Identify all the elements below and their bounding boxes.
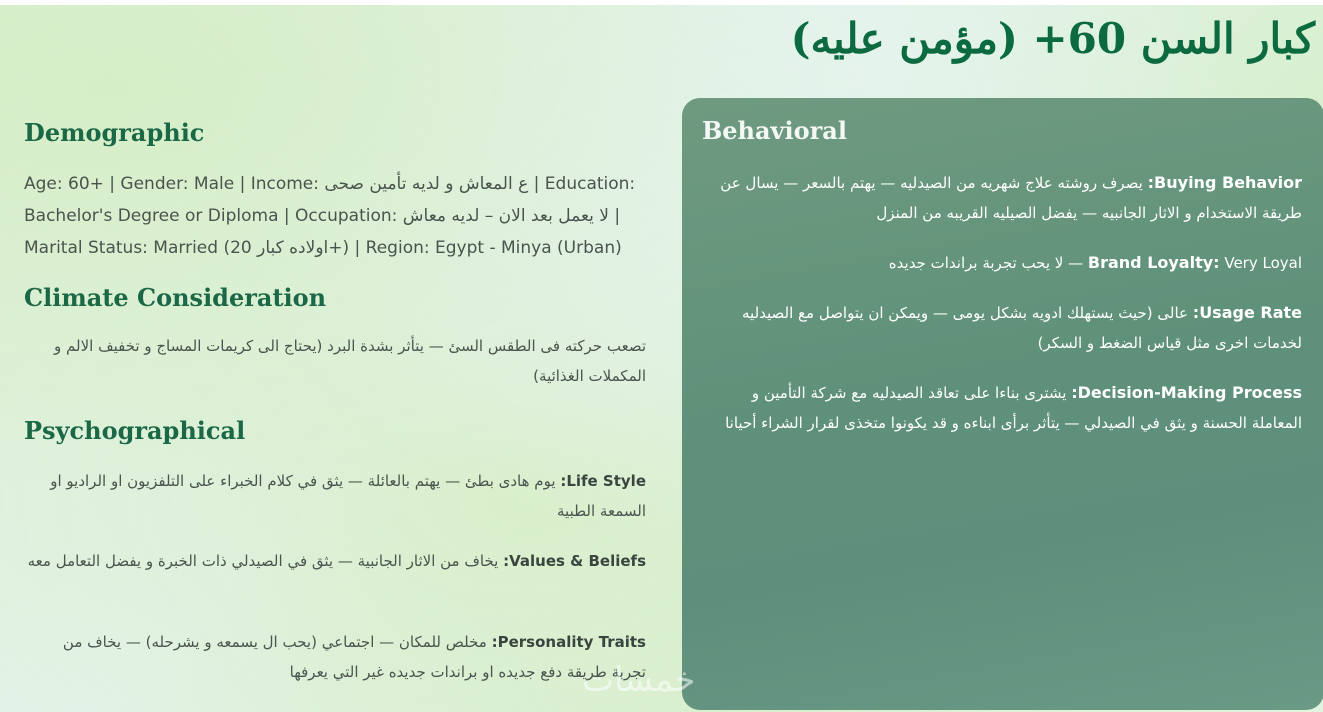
behavioral-card (682, 98, 1323, 710)
brand-loyalty-text: Very Loyal — لا يحب تجربة براندات جديده (888, 254, 1302, 272)
personality-traits-label: Personality Traits: (491, 633, 646, 651)
values-beliefs-text: يخاف من الاثار الجانبية — يثق في الصيدلي ذات الخبرة و يفضل التعامل معه (27, 552, 499, 570)
climate-text: تصعب حركته فى الطقس السئ — يتأثر بشدة البرد (يحتاج الى كريمات المساج و تخفيف الالم و المكملات الغذائية) (54, 337, 646, 385)
buying-behavior-text: يصرف روشته علاج شهريه من الصيدليه — يهتم بالسعر — يسال عن طريقة الاستخدام و الاثار الجانبيه — يفضل الصيليه القريبه من المنزل (720, 174, 1302, 222)
values-beliefs-item (24, 546, 646, 576)
values-beliefs-label: Values & Beliefs: (503, 552, 646, 570)
decision-making-text: يشترى بناءا على تعاقد الصيدليه مع شركة التأمين و المعاملة الحسنة و يثق في الصيدلي — يتأثر برأى ابناءه و قد يكونوا متخذى لقرار الشراء أحيانا (725, 384, 1302, 432)
usage-rate-text: عالى (حيث يستهلك ادويه بشكل يومى — ويمكن ان يتواصل مع الصيدليه لخدمات اخرى مثل قياس الضغط و السكر) (742, 304, 1302, 352)
personality-traits-item (24, 627, 646, 687)
psychographical-heading: Psychographical (24, 416, 246, 445)
decision-making-item (702, 378, 1302, 438)
brand-loyalty-item (702, 248, 1302, 278)
watermark-logo: خمسات (582, 660, 696, 700)
life-style-item (24, 466, 646, 526)
life-style-text: يوم هادى بطئ — يهتم بالعائلة — يثق في كلام الخبراء على التلفزيون او الراديو او السمعة الطبية (50, 472, 646, 520)
demographic-line-3: Marital Status: Married (اولاده كبار 20+) | Region: Egypt - Minya (Urban) (24, 238, 622, 258)
usage-rate-label: Usage Rate: (1192, 303, 1302, 322)
usage-rate-item (702, 298, 1302, 358)
brand-loyalty-label: Brand Loyalty: (1087, 253, 1220, 272)
climate-heading: Climate Consideration (24, 283, 327, 312)
demographic-heading: Demographic (24, 118, 205, 147)
buying-behavior-item (702, 168, 1302, 228)
personality-traits-text: مخلص للمكان — اجتماعي (يحب ال يسمعه و يشرحله) — يخاف من تجربة طريقة دفع جديده او براندات جديده غير التي يعرفها (62, 633, 646, 681)
page-title: كبار السن 60+ (مؤمن عليه) (790, 14, 1315, 63)
top-strip (0, 0, 1323, 5)
demographic-line-2: Bachelor's Degree or Diploma | Occupation: لا يعمل بعد الان – لديه معاش | (24, 206, 621, 226)
life-style-label: Life Style: (560, 472, 646, 490)
decision-making-label: Decision-Making Process: (1071, 383, 1302, 402)
demographic-line-1: Age: 60+ | Gender: Male | Income: ع المعاش و لديه تأمين صحى | Education: (24, 174, 636, 194)
behavioral-heading: Behavioral (702, 116, 847, 145)
buying-behavior-label: Buying Behavior: (1147, 173, 1302, 192)
